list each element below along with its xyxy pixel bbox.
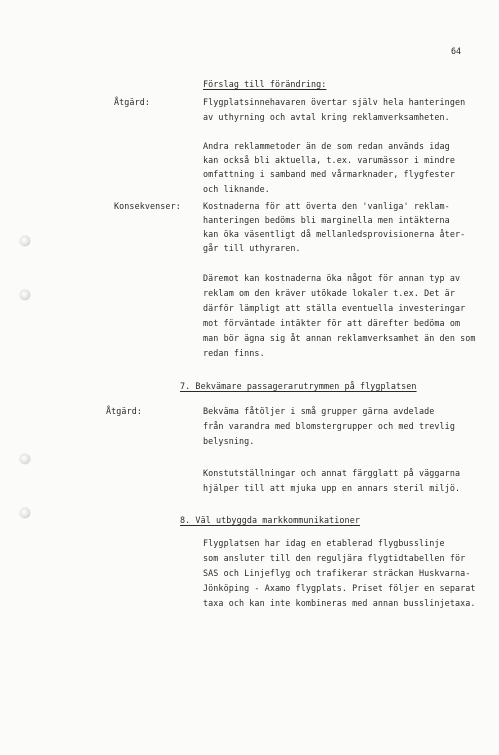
- para-4-line-5: man bör ägna sig åt annan reklamverksamhet än den som: [203, 333, 476, 343]
- para-6-line-1: Konstutställningar och annat färgglatt på väggarna: [203, 468, 461, 478]
- para-1-line-2: av uthyrning och avtal kring reklamverksamheten.: [203, 112, 450, 122]
- para-3-line-1: Kostnaderna för att överta den 'vanliga' reklam-: [203, 201, 450, 211]
- punch-hole-2: [20, 290, 30, 300]
- para-7-line-3: SAS och Linjeflyg och trafikerar sträckan Huskvarna-: [203, 568, 471, 578]
- heading-forslag: Förslag till förändring:: [203, 79, 327, 89]
- para-2-line-3: omfattning i samband med vårmarknader, flygfester: [203, 169, 455, 179]
- para-5-line-1: Bekväma fåtöljer i små grupper gärna avdelade: [203, 406, 435, 416]
- para-3-line-3: kan öka väsentligt då mellanledsprovisionerna åter-: [203, 229, 466, 239]
- para-7-line-1: Flygplatsen har idag en etablerad flygbusslinje: [203, 538, 445, 548]
- heading-section-8: 8. Väl utbyggda markkommunikationer: [180, 515, 360, 525]
- para-2-line-4: och liknande.: [203, 184, 270, 194]
- para-4-line-6: redan finns.: [203, 348, 265, 358]
- para-4-line-4: mot förväntade intäkter för att därefter bedöma om: [203, 318, 461, 328]
- heading-section-7: 7. Bekvämare passagerarutrymmen på flygplatsen: [180, 381, 417, 391]
- label-konsekvenser: Konsekvenser:: [114, 201, 181, 211]
- para-4-line-3: därför lämpligt att ställa eventuella investeringar: [203, 303, 466, 313]
- label-atgard-1: Åtgärd:: [114, 97, 150, 107]
- para-4-line-2: reklam om den kräver utökade lokaler t.ex. Det är: [203, 288, 455, 298]
- para-7-line-4: Jönköping - Axamo flygplats. Priset följer en separat: [203, 583, 476, 593]
- para-3-line-4: går till uthyraren.: [203, 243, 301, 253]
- para-5-line-2: från varandra med blomstergrupper och med trevlig: [203, 421, 455, 431]
- label-atgard-2: Åtgärd:: [106, 406, 142, 416]
- para-3-line-2: hanteringen bedöms bli marginella men intäkterna: [203, 215, 450, 225]
- para-6-line-2: hjälper till att mjuka upp en annars steril miljö.: [203, 483, 461, 493]
- para-4-line-1: Däremot kan kostnaderna öka något för annan typ av: [203, 273, 461, 283]
- para-2-line-1: Andra reklammetoder än de som redan används idag: [203, 141, 450, 151]
- para-7-line-5: taxa och kan inte kombineras med annan busslinjetaxa.: [203, 598, 476, 608]
- punch-hole-1: [20, 236, 30, 246]
- punch-hole-3: [20, 454, 30, 464]
- para-2-line-2: kan också bli aktuella, t.ex. varumässor i mindre: [203, 155, 455, 165]
- para-5-line-3: belysning.: [203, 436, 255, 446]
- para-1-line-1: Flygplatsinnehavaren övertar själv hela hanteringen: [203, 97, 466, 107]
- punch-hole-4: [20, 508, 30, 518]
- para-7-line-2: som ansluter till den reguljära flygtidtabellen för: [203, 553, 466, 563]
- page-number: 64: [451, 46, 462, 56]
